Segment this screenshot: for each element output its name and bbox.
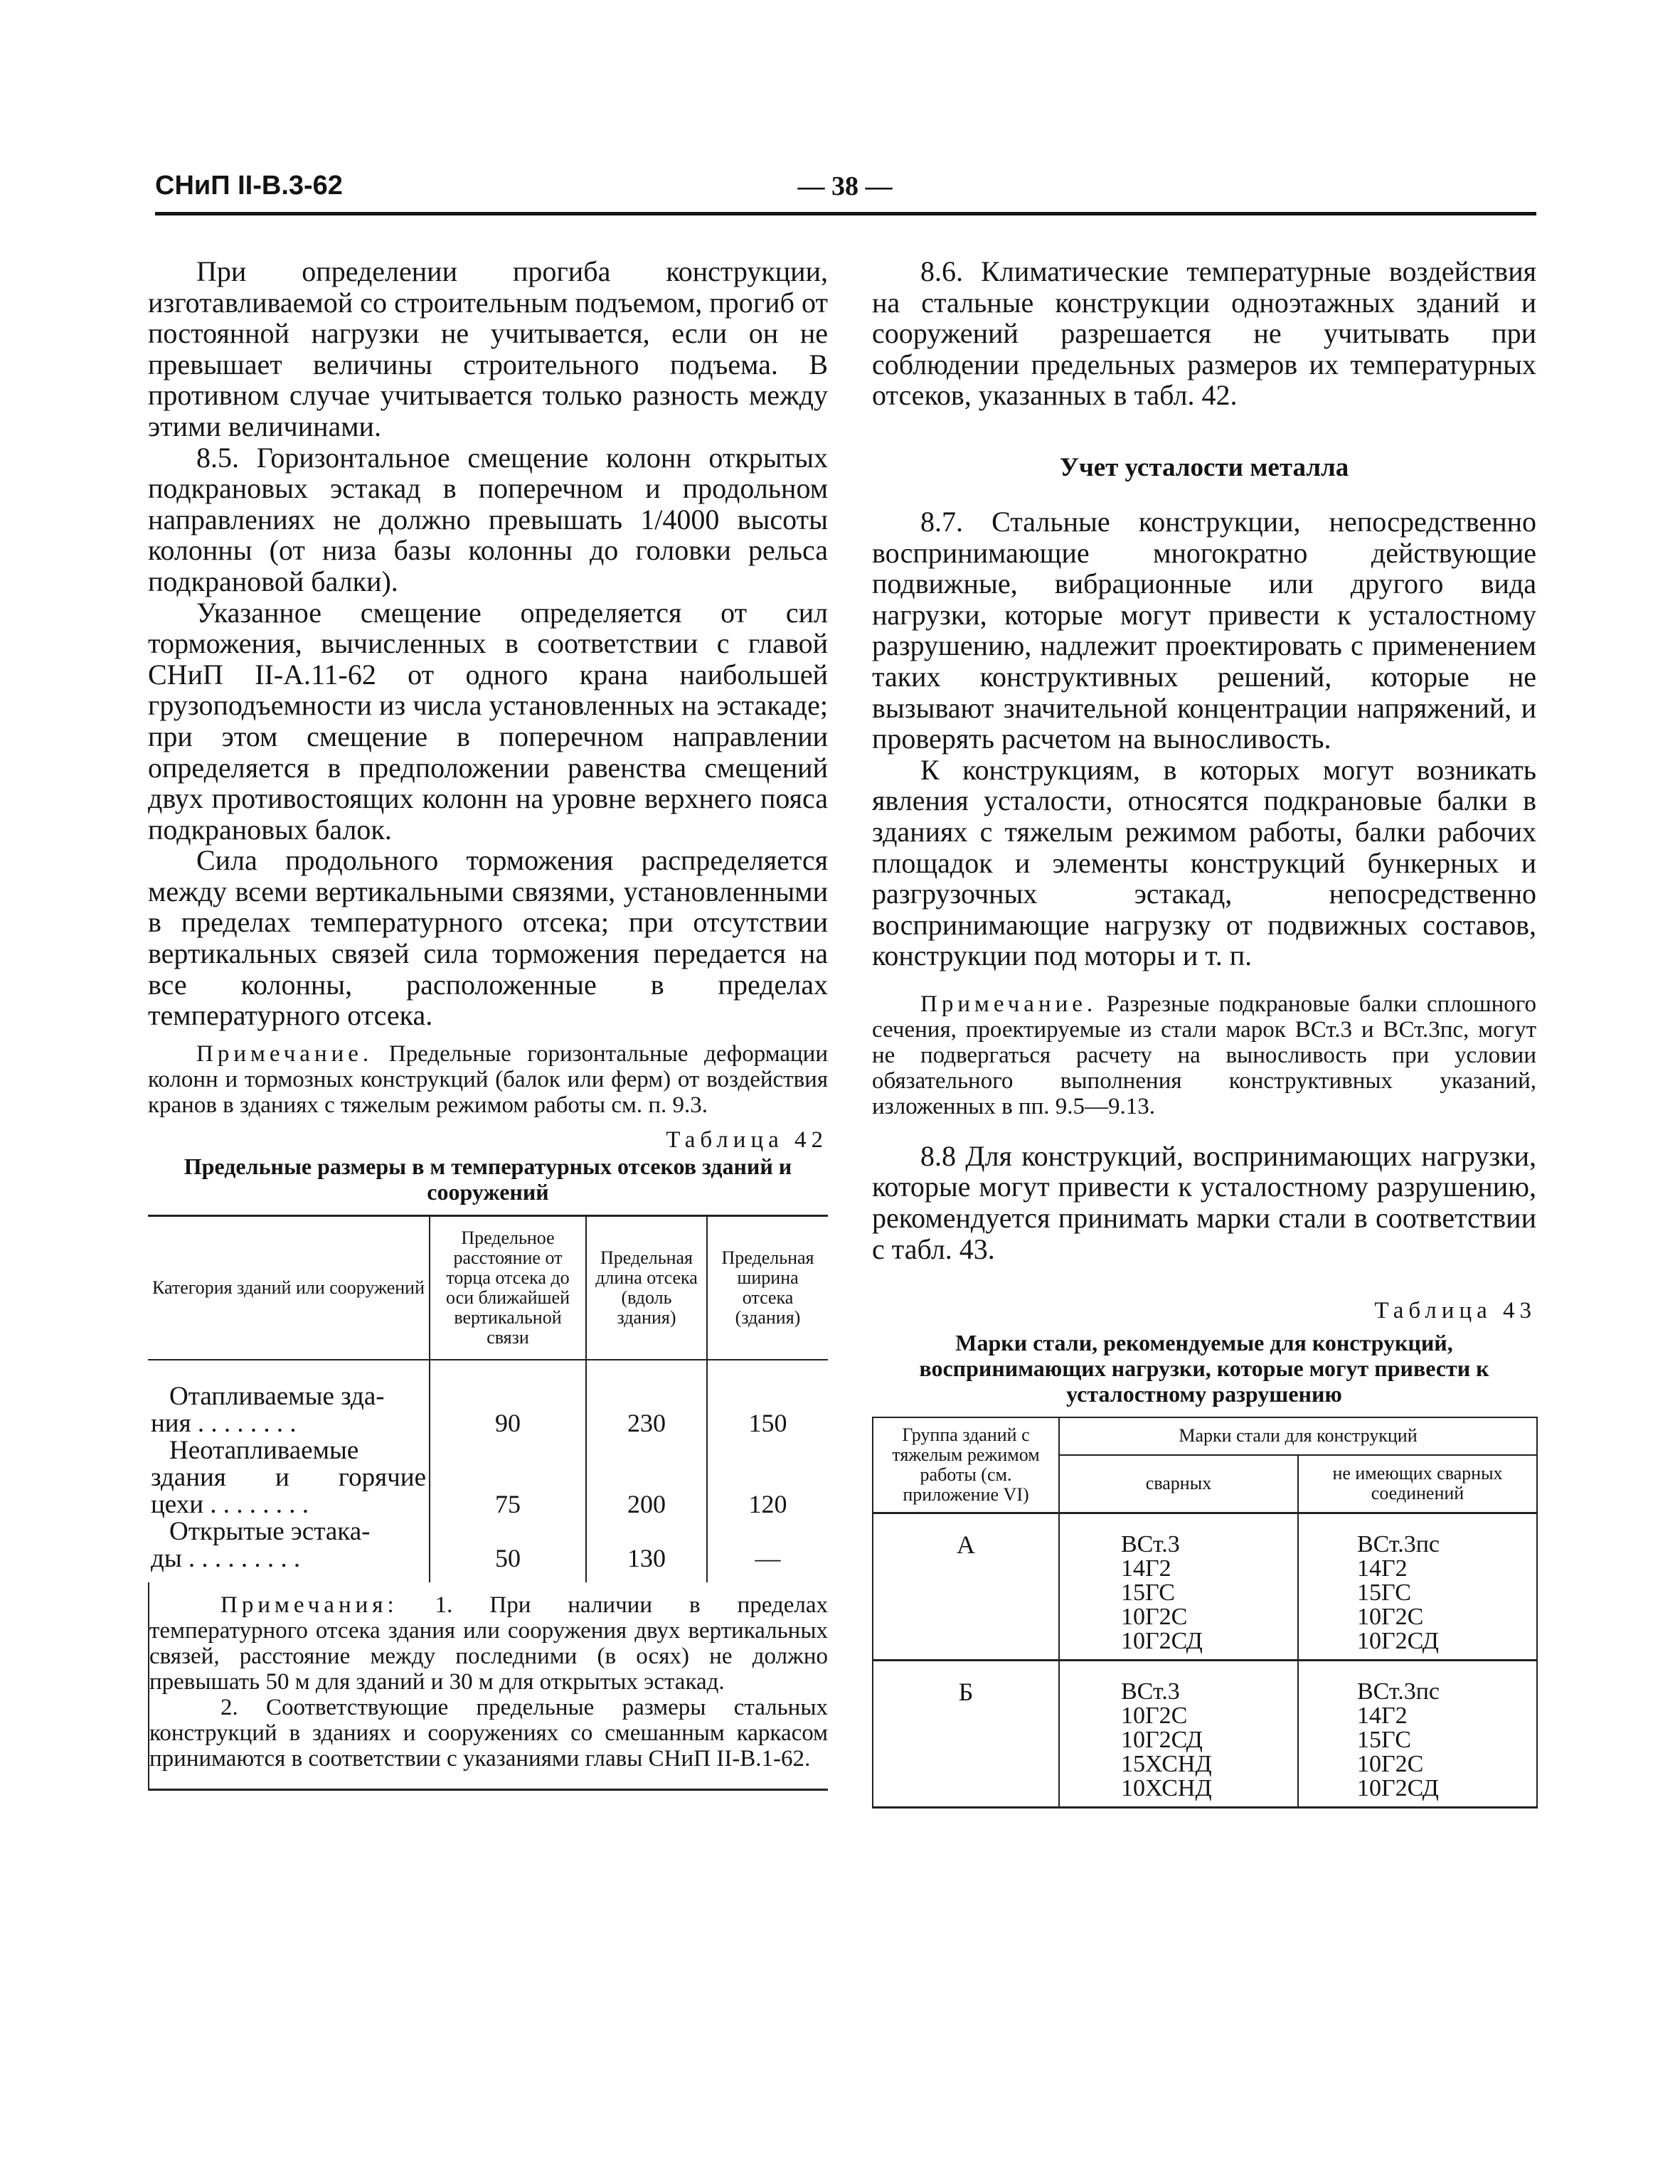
steel-grade: 10ХСНД [1121, 1775, 1212, 1802]
category-line: здания и горячие [151, 1462, 426, 1492]
steel-grade: 14Г2 [1357, 1703, 1408, 1730]
table-cell: 120 [707, 1437, 828, 1518]
table-42-header-width: Предельная ширина отсека (здания) [707, 1215, 828, 1360]
steel-grade: 15ХСНД [1121, 1751, 1212, 1778]
category-line: цехи . . . . . . . . [151, 1489, 309, 1519]
steel-grade: 15ГС [1357, 1727, 1411, 1754]
table-row [873, 1661, 1537, 1808]
category-line: Открытые эстака- [169, 1516, 371, 1546]
table-cell: — [707, 1518, 828, 1582]
table-42-note-1 [149, 1592, 828, 1695]
page-header [155, 171, 1535, 213]
table-42-header-distance: Предельное расстояние от торца отсека до оси ближайшей вертикальной связи [430, 1215, 586, 1360]
table-row [148, 1360, 828, 1437]
table-cell: 75 [430, 1437, 586, 1518]
table-row [148, 1518, 828, 1582]
table-cell: 230 [586, 1360, 707, 1437]
paragraph-braking-force: Сила продольного торможения распределяется между всеми вертикальными связями, установленными в пределах температурного отсека; при отсутствии вертикальных связей сила торможения передается на все колонны, расположенные в пределах температурного отсека. [148, 844, 828, 1032]
table-42 [148, 1215, 828, 1582]
steel-grade: ВСт.3пс [1357, 1678, 1440, 1705]
table-cell: 200 [586, 1437, 707, 1518]
left-column [148, 256, 828, 1791]
table-42-label: Таблица 42 [666, 1126, 828, 1153]
paragraph-8-6: 8.6. Климатические температурные воздействия на стальные конструкции одноэтажных зданий и сооружений разрешается не учитывать при соблюдении предельных размеров их температурных отсеков, указанных в табл. 42. [872, 255, 1536, 412]
table-42-title: Предельные размеры в м температурных отсеков зданий и сооружений [184, 1153, 792, 1205]
paragraph-8-7: 8.7. Стальные конструкции, непосредственно воспринимающие многократно действующие подвижные, вибрационные или другого вида нагрузки, которые могут привести к усталостному разрушению, надлежит проектировать с применением таких конструктивных решений, которые не вызывают значительной концентрации напряжений, и проверять расчетом на выносливость. [872, 505, 1536, 755]
steel-grade: 15ГС [1121, 1580, 1175, 1607]
category-line: ния . . . . . . . . [151, 1408, 297, 1438]
table-43-title: Марки стали, рекомендуемые для конструкций, воспринимающих нагрузки, которые могут привести к усталостному разрушению [919, 1330, 1489, 1407]
note-right [872, 991, 1536, 1119]
note-label: Примечание. [920, 991, 1097, 1017]
nonwelded-grades [1298, 1513, 1537, 1661]
table-cell: 130 [586, 1518, 707, 1582]
group-name: Б [873, 1661, 1059, 1808]
steel-grade: 10Г2СД [1121, 1727, 1203, 1754]
table-43-header-welded: сварных [1059, 1455, 1298, 1513]
paragraph-fatigue-structures: К конструкциям, в которых могут возникать явления усталости, относятся подкрановые балки в зданиях с тяжелым режимом работы, балки рабочих площадок и элементы конструкций бункерных и разгрузочных эстакад, непосредственно воспринимающие нагрузку от подвижных составов, конструкции под моторы и т. п. [872, 753, 1536, 972]
steel-grade: 10Г2С [1121, 1703, 1188, 1730]
page-number: — 38 — [797, 171, 893, 201]
steel-grade: 10Г2СД [1121, 1628, 1203, 1655]
table-cell: 50 [430, 1518, 586, 1582]
table-42-header-length: Предельная длина отсека (вдоль здания) [586, 1215, 707, 1360]
paragraph-offset: Указанное смещение определяется от сил торможения, вычисленных в соответствии с главой СНиП II-А.11-62 от одного крана наибольшей грузоподъемности из числа установленных на эстакаде; при этом смещение в поперечном направлении определяется в предположении равенства смещений двух противостоящих колонн на уровне верхнего пояса подкрановых балок. [148, 596, 828, 846]
document-code: СНиП II-В.3-62 [155, 171, 343, 201]
header-rule [155, 212, 1536, 215]
note-text: Предельные горизонтальные деформации колонн и тормозных конструкций (балок или ферм) от воздействия кранов в зданиях с тяжелым режимом работы см. п. 9.3. [148, 1040, 829, 1118]
table-42-notes [148, 1582, 828, 1791]
note-text: 1. При наличии в пределах температурного отсека здания или сооружения двух вертикальных связей, расстояние между последними (в осях) не должно превышать 50 м для зданий и 30 м для открытых эстакад. [149, 1592, 829, 1695]
paragraph-8-5: 8.5. Горизонтальное смещение колонн открытых подкрановых эстакад в поперечном и продольном направлениях не должно превышать 1/4000 высоты колонны (от низа базы колонны до головки рельса подкрановой балки). [148, 441, 828, 597]
paragraph-deflection: При определении прогиба конструкции, изготавливаемой со строительным подъемом, прогиб от постоянной нагрузки не учитывается, если он не превышает величины строительного подъема. В противном случае учитывается только разность между этими величинами. [148, 255, 828, 442]
table-43-header-grades: Марки стали для конструкций [1059, 1417, 1537, 1454]
steel-grade: 14Г2 [1357, 1555, 1408, 1582]
section-heading: Учет усталости металла [1059, 452, 1349, 482]
table-cell: 90 [430, 1360, 586, 1437]
table-cell: 150 [707, 1360, 828, 1437]
table-43-label: Таблица 43 [1374, 1298, 1536, 1324]
steel-grade: 15ГС [1357, 1580, 1411, 1607]
table-43-header-nonwelded: не имеющих сварных соединений [1298, 1455, 1537, 1513]
steel-grade: 14Г2 [1121, 1555, 1171, 1582]
table-42-note-2: 2. Соответствующие предельные размеры стальных конструкций в зданиях и сооружениях со смешанным каркасом принимаются в соответствии с указаниями главы СНиП II-В.1-62. [149, 1694, 828, 1772]
note-text: Разрезные подкрановые балки сплошного сечения, проектируемые из стали марок ВСт.3 и ВСт.3пс, могут не подвергаться расчету на выносливость при условии обязательного выполнения конструктивных указаний, изложенных в пп. 9.5—9.13. [872, 991, 1536, 1119]
paragraph-8-8: 8.8 Для конструкций, воспринимающих нагрузки, которые могут привести к усталостному разрушению, рекомендуется принимать марки стали в соответствии с табл. 43. [872, 1139, 1536, 1265]
note-left [148, 1041, 828, 1118]
steel-grade: ВСт.3 [1121, 1531, 1180, 1558]
steel-grade: ВСт.3пс [1357, 1531, 1440, 1558]
table-43-header-group: Группа зданий с тяжелым режимом работы (см. приложение VI) [873, 1417, 1059, 1513]
welded-grades [1059, 1513, 1298, 1661]
steel-grade: 10Г2С [1357, 1751, 1424, 1778]
category-line: Неотапливаемые [169, 1435, 359, 1465]
category-line: Отапливаемые зда- [169, 1381, 385, 1411]
table-row [148, 1437, 828, 1518]
right-column [872, 256, 1536, 1809]
steel-grade: ВСт.3 [1121, 1678, 1180, 1705]
steel-grade: 10Г2СД [1357, 1775, 1439, 1802]
steel-grade: 10Г2С [1121, 1604, 1188, 1631]
steel-grade: 10Г2СД [1357, 1628, 1439, 1655]
category-line: ды . . . . . . . . . [151, 1543, 301, 1573]
steel-grade: 10Г2С [1357, 1604, 1424, 1631]
table-row [873, 1513, 1537, 1661]
welded-grades [1059, 1661, 1298, 1808]
table-42-header-category: Категория зданий или сооружений [148, 1215, 430, 1360]
note-label: Примечание. [196, 1040, 373, 1067]
table-43 [872, 1417, 1538, 1809]
nonwelded-grades [1298, 1661, 1537, 1808]
notes-label: Примечания: [220, 1592, 398, 1618]
group-name: А [873, 1513, 1059, 1661]
